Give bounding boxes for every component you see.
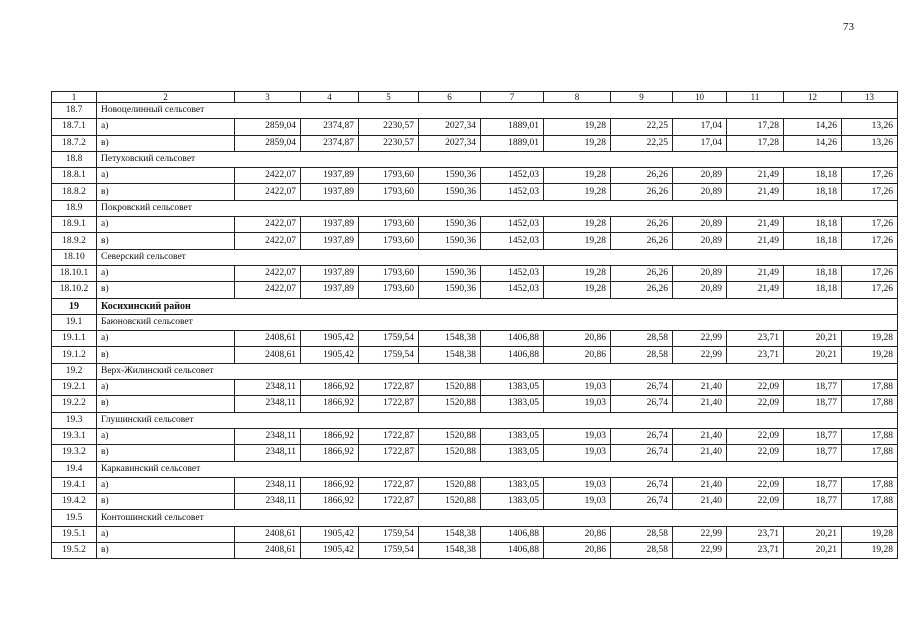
value-cell: 1452,03 <box>481 233 544 249</box>
value-cell: 2859,04 <box>235 135 301 151</box>
value-cell: 1866,92 <box>301 396 359 412</box>
value-cell: 1759,54 <box>359 347 419 363</box>
value-cell: 17,04 <box>673 135 727 151</box>
table-row <box>52 119 898 135</box>
row-code: 18.8.1 <box>52 168 97 184</box>
value-cell: 2422,07 <box>235 265 301 281</box>
table-row <box>52 217 898 233</box>
value-cell: 1793,60 <box>359 184 419 200</box>
value-cell: 2230,57 <box>359 135 419 151</box>
value-cell: 19,28 <box>544 119 611 135</box>
value-cell: 1937,89 <box>301 184 359 200</box>
value-cell: 19,03 <box>544 380 611 396</box>
value-cell: 14,26 <box>784 119 842 135</box>
value-cell: 1548,38 <box>419 331 481 347</box>
section-row <box>52 249 898 265</box>
section-name: Верх-Жилинский сельсовет <box>97 363 898 379</box>
value-cell: 19,28 <box>544 184 611 200</box>
value-cell: 2408,61 <box>235 331 301 347</box>
column-header: 12 <box>784 92 842 103</box>
row-label: в) <box>97 135 235 151</box>
value-cell: 1383,05 <box>481 428 544 444</box>
section-name: Петуховский сельсовет <box>97 151 898 167</box>
value-cell: 1590,36 <box>419 217 481 233</box>
value-cell: 17,28 <box>727 135 784 151</box>
value-cell: 20,86 <box>544 347 611 363</box>
value-cell: 1866,92 <box>301 445 359 461</box>
value-cell: 1793,60 <box>359 233 419 249</box>
table-row <box>52 347 898 363</box>
value-cell: 17,26 <box>842 184 898 200</box>
value-cell: 19,28 <box>544 282 611 298</box>
value-cell: 17,88 <box>842 494 898 510</box>
value-cell: 1866,92 <box>301 494 359 510</box>
value-cell: 20,86 <box>544 526 611 542</box>
value-cell: 20,86 <box>544 331 611 347</box>
row-code: 18.9 <box>52 200 97 216</box>
value-cell: 1905,42 <box>301 543 359 559</box>
value-cell: 1759,54 <box>359 526 419 542</box>
value-cell: 1452,03 <box>481 265 544 281</box>
section-row <box>52 510 898 526</box>
value-cell: 2422,07 <box>235 282 301 298</box>
column-header: 5 <box>359 92 419 103</box>
row-label: в) <box>97 543 235 559</box>
tariff-table <box>51 91 898 559</box>
table-row <box>52 233 898 249</box>
value-cell: 21,49 <box>727 184 784 200</box>
value-cell: 1889,01 <box>481 119 544 135</box>
value-cell: 22,09 <box>727 477 784 493</box>
value-cell: 2348,11 <box>235 477 301 493</box>
value-cell: 1937,89 <box>301 168 359 184</box>
column-header: 4 <box>301 92 359 103</box>
value-cell: 23,71 <box>727 543 784 559</box>
row-code: 18.7.1 <box>52 119 97 135</box>
row-code: 18.7.2 <box>52 135 97 151</box>
value-cell: 1793,60 <box>359 168 419 184</box>
value-cell: 20,21 <box>784 331 842 347</box>
value-cell: 1520,88 <box>419 396 481 412</box>
value-cell: 21,40 <box>673 494 727 510</box>
value-cell: 19,28 <box>842 543 898 559</box>
column-header: 6 <box>419 92 481 103</box>
value-cell: 1406,88 <box>481 526 544 542</box>
value-cell: 2348,11 <box>235 380 301 396</box>
section-name: Контошинский сельсовет <box>97 510 898 526</box>
row-code: 19.5.1 <box>52 526 97 542</box>
value-cell: 2348,11 <box>235 396 301 412</box>
row-label: а) <box>97 119 235 135</box>
value-cell: 2348,11 <box>235 494 301 510</box>
value-cell: 1759,54 <box>359 543 419 559</box>
table-row <box>52 494 898 510</box>
value-cell: 20,89 <box>673 233 727 249</box>
section-row <box>52 314 898 330</box>
value-cell: 1548,38 <box>419 526 481 542</box>
value-cell: 19,03 <box>544 396 611 412</box>
value-cell: 1520,88 <box>419 477 481 493</box>
row-code: 18.9.1 <box>52 217 97 233</box>
value-cell: 20,21 <box>784 347 842 363</box>
value-cell: 18,18 <box>784 217 842 233</box>
table-row <box>52 282 898 298</box>
row-code: 19.4.2 <box>52 494 97 510</box>
value-cell: 17,28 <box>727 119 784 135</box>
value-cell: 1905,42 <box>301 331 359 347</box>
row-label: в) <box>97 233 235 249</box>
value-cell: 14,26 <box>784 135 842 151</box>
value-cell: 1383,05 <box>481 396 544 412</box>
value-cell: 26,74 <box>611 396 673 412</box>
value-cell: 28,58 <box>611 331 673 347</box>
row-label: в) <box>97 184 235 200</box>
value-cell: 2027,34 <box>419 135 481 151</box>
value-cell: 1937,89 <box>301 233 359 249</box>
row-code: 19 <box>52 298 97 314</box>
section-name: Покровский сельсовет <box>97 200 898 216</box>
value-cell: 28,58 <box>611 526 673 542</box>
page-number: 73 <box>843 21 854 33</box>
value-cell: 17,26 <box>842 217 898 233</box>
value-cell: 1866,92 <box>301 380 359 396</box>
column-header: 11 <box>727 92 784 103</box>
value-cell: 2348,11 <box>235 445 301 461</box>
value-cell: 22,09 <box>727 494 784 510</box>
district-row <box>52 298 898 314</box>
value-cell: 17,26 <box>842 282 898 298</box>
value-cell: 2422,07 <box>235 233 301 249</box>
table-row <box>52 396 898 412</box>
value-cell: 19,03 <box>544 428 611 444</box>
value-cell: 1905,42 <box>301 526 359 542</box>
value-cell: 22,09 <box>727 396 784 412</box>
value-cell: 19,28 <box>544 135 611 151</box>
value-cell: 22,09 <box>727 428 784 444</box>
value-cell: 18,18 <box>784 265 842 281</box>
value-cell: 26,26 <box>611 282 673 298</box>
value-cell: 1548,38 <box>419 347 481 363</box>
value-cell: 19,28 <box>544 265 611 281</box>
value-cell: 22,99 <box>673 331 727 347</box>
value-cell: 1722,87 <box>359 477 419 493</box>
value-cell: 19,28 <box>842 331 898 347</box>
section-name: Баюновский сельсовет <box>97 314 898 330</box>
value-cell: 22,99 <box>673 543 727 559</box>
row-code: 19.5 <box>52 510 97 526</box>
value-cell: 1383,05 <box>481 494 544 510</box>
value-cell: 19,28 <box>544 233 611 249</box>
value-cell: 26,26 <box>611 184 673 200</box>
value-cell: 20,89 <box>673 217 727 233</box>
value-cell: 19,03 <box>544 445 611 461</box>
value-cell: 2859,04 <box>235 119 301 135</box>
section-row <box>52 461 898 477</box>
value-cell: 19,28 <box>842 526 898 542</box>
section-row <box>52 412 898 428</box>
value-cell: 20,89 <box>673 265 727 281</box>
value-cell: 2374,87 <box>301 135 359 151</box>
header-row <box>52 92 898 103</box>
value-cell: 18,77 <box>784 396 842 412</box>
value-cell: 20,86 <box>544 543 611 559</box>
row-label: в) <box>97 347 235 363</box>
section-name: Глушинский сельсовет <box>97 412 898 428</box>
row-code: 18.10.1 <box>52 265 97 281</box>
row-code: 19.1.2 <box>52 347 97 363</box>
row-code: 19.2.1 <box>52 380 97 396</box>
table-row <box>52 380 898 396</box>
value-cell: 26,26 <box>611 168 673 184</box>
value-cell: 1722,87 <box>359 380 419 396</box>
row-label: в) <box>97 494 235 510</box>
value-cell: 2422,07 <box>235 184 301 200</box>
value-cell: 26,26 <box>611 233 673 249</box>
value-cell: 2408,61 <box>235 526 301 542</box>
row-label: а) <box>97 217 235 233</box>
value-cell: 18,77 <box>784 477 842 493</box>
value-cell: 1759,54 <box>359 331 419 347</box>
row-code: 19.5.2 <box>52 543 97 559</box>
table-row <box>52 526 898 542</box>
value-cell: 1383,05 <box>481 477 544 493</box>
row-label: а) <box>97 526 235 542</box>
column-header: 2 <box>97 92 235 103</box>
district-name: Косихинский район <box>97 298 898 314</box>
value-cell: 23,71 <box>727 526 784 542</box>
value-cell: 17,88 <box>842 396 898 412</box>
value-cell: 1866,92 <box>301 477 359 493</box>
value-cell: 1590,36 <box>419 168 481 184</box>
value-cell: 19,03 <box>544 477 611 493</box>
value-cell: 17,26 <box>842 168 898 184</box>
table-row <box>52 331 898 347</box>
value-cell: 23,71 <box>727 331 784 347</box>
row-code: 19.3 <box>52 412 97 428</box>
value-cell: 17,26 <box>842 233 898 249</box>
row-label: а) <box>97 168 235 184</box>
row-code: 19.3.2 <box>52 445 97 461</box>
value-cell: 1548,38 <box>419 543 481 559</box>
value-cell: 1866,92 <box>301 428 359 444</box>
section-row <box>52 103 898 119</box>
value-cell: 28,58 <box>611 347 673 363</box>
value-cell: 2348,11 <box>235 428 301 444</box>
value-cell: 1793,60 <box>359 217 419 233</box>
row-code: 19.4 <box>52 461 97 477</box>
value-cell: 13,26 <box>842 119 898 135</box>
value-cell: 22,09 <box>727 380 784 396</box>
value-cell: 1520,88 <box>419 428 481 444</box>
section-name: Каркавинский сельсовет <box>97 461 898 477</box>
table-row <box>52 265 898 281</box>
value-cell: 1793,60 <box>359 282 419 298</box>
column-header: 7 <box>481 92 544 103</box>
row-code: 18.8.2 <box>52 184 97 200</box>
value-cell: 19,03 <box>544 494 611 510</box>
value-cell: 1722,87 <box>359 396 419 412</box>
value-cell: 1905,42 <box>301 347 359 363</box>
value-cell: 1793,60 <box>359 265 419 281</box>
value-cell: 17,88 <box>842 477 898 493</box>
value-cell: 2408,61 <box>235 347 301 363</box>
value-cell: 1452,03 <box>481 168 544 184</box>
row-label: а) <box>97 331 235 347</box>
value-cell: 17,88 <box>842 445 898 461</box>
value-cell: 18,18 <box>784 168 842 184</box>
column-header: 1 <box>52 92 97 103</box>
value-cell: 2027,34 <box>419 119 481 135</box>
table-row <box>52 184 898 200</box>
value-cell: 1889,01 <box>481 135 544 151</box>
row-label: а) <box>97 477 235 493</box>
value-cell: 18,77 <box>784 380 842 396</box>
value-cell: 22,25 <box>611 135 673 151</box>
value-cell: 18,77 <box>784 494 842 510</box>
value-cell: 26,74 <box>611 445 673 461</box>
section-row <box>52 200 898 216</box>
value-cell: 1406,88 <box>481 347 544 363</box>
value-cell: 1383,05 <box>481 445 544 461</box>
value-cell: 18,77 <box>784 445 842 461</box>
value-cell: 22,99 <box>673 347 727 363</box>
value-cell: 19,28 <box>842 347 898 363</box>
row-code: 18.10 <box>52 249 97 265</box>
value-cell: 18,18 <box>784 184 842 200</box>
value-cell: 19,28 <box>544 168 611 184</box>
value-cell: 1406,88 <box>481 331 544 347</box>
value-cell: 1383,05 <box>481 380 544 396</box>
row-label: а) <box>97 265 235 281</box>
value-cell: 26,26 <box>611 217 673 233</box>
value-cell: 1590,36 <box>419 282 481 298</box>
value-cell: 23,71 <box>727 347 784 363</box>
value-cell: 1722,87 <box>359 428 419 444</box>
column-header: 8 <box>544 92 611 103</box>
value-cell: 22,99 <box>673 526 727 542</box>
section-row <box>52 151 898 167</box>
value-cell: 1406,88 <box>481 543 544 559</box>
value-cell: 1452,03 <box>481 217 544 233</box>
row-label: в) <box>97 445 235 461</box>
value-cell: 20,89 <box>673 168 727 184</box>
column-header: 10 <box>673 92 727 103</box>
value-cell: 1452,03 <box>481 282 544 298</box>
row-code: 19.1.1 <box>52 331 97 347</box>
value-cell: 1590,36 <box>419 184 481 200</box>
section-name: Северский сельсовет <box>97 249 898 265</box>
value-cell: 21,49 <box>727 233 784 249</box>
value-cell: 21,40 <box>673 445 727 461</box>
value-cell: 21,49 <box>727 265 784 281</box>
value-cell: 1590,36 <box>419 265 481 281</box>
row-code: 18.7 <box>52 103 97 119</box>
row-code: 18.9.2 <box>52 233 97 249</box>
value-cell: 26,74 <box>611 428 673 444</box>
row-code: 18.8 <box>52 151 97 167</box>
value-cell: 26,74 <box>611 380 673 396</box>
value-cell: 1520,88 <box>419 494 481 510</box>
value-cell: 1722,87 <box>359 445 419 461</box>
table-row <box>52 428 898 444</box>
row-label: в) <box>97 282 235 298</box>
value-cell: 26,74 <box>611 494 673 510</box>
value-cell: 1452,03 <box>481 184 544 200</box>
row-code: 19.2.2 <box>52 396 97 412</box>
value-cell: 21,40 <box>673 428 727 444</box>
value-cell: 1937,89 <box>301 265 359 281</box>
table-row <box>52 477 898 493</box>
row-label: а) <box>97 428 235 444</box>
row-code: 19.1 <box>52 314 97 330</box>
value-cell: 21,40 <box>673 380 727 396</box>
value-cell: 21,40 <box>673 396 727 412</box>
section-name: Новоцелинный сельсовет <box>97 103 898 119</box>
column-header: 9 <box>611 92 673 103</box>
table-row <box>52 168 898 184</box>
value-cell: 2408,61 <box>235 543 301 559</box>
table-body <box>52 92 898 559</box>
value-cell: 21,49 <box>727 282 784 298</box>
value-cell: 1520,88 <box>419 445 481 461</box>
column-header: 3 <box>235 92 301 103</box>
value-cell: 1520,88 <box>419 380 481 396</box>
value-cell: 17,04 <box>673 119 727 135</box>
section-row <box>52 363 898 379</box>
value-cell: 21,49 <box>727 168 784 184</box>
value-cell: 1937,89 <box>301 217 359 233</box>
row-label: в) <box>97 396 235 412</box>
table-row <box>52 135 898 151</box>
value-cell: 26,26 <box>611 265 673 281</box>
value-cell: 26,74 <box>611 477 673 493</box>
table-row <box>52 445 898 461</box>
value-cell: 2230,57 <box>359 119 419 135</box>
value-cell: 20,21 <box>784 543 842 559</box>
value-cell: 1722,87 <box>359 494 419 510</box>
row-label: а) <box>97 380 235 396</box>
value-cell: 22,25 <box>611 119 673 135</box>
value-cell: 2422,07 <box>235 217 301 233</box>
value-cell: 22,09 <box>727 445 784 461</box>
value-cell: 28,58 <box>611 543 673 559</box>
value-cell: 17,88 <box>842 380 898 396</box>
value-cell: 18,18 <box>784 233 842 249</box>
value-cell: 17,26 <box>842 265 898 281</box>
value-cell: 18,77 <box>784 428 842 444</box>
row-code: 19.2 <box>52 363 97 379</box>
table-row <box>52 543 898 559</box>
value-cell: 2422,07 <box>235 168 301 184</box>
row-code: 19.4.1 <box>52 477 97 493</box>
value-cell: 2374,87 <box>301 119 359 135</box>
value-cell: 20,89 <box>673 184 727 200</box>
column-header: 13 <box>842 92 898 103</box>
value-cell: 18,18 <box>784 282 842 298</box>
value-cell: 20,21 <box>784 526 842 542</box>
value-cell: 19,28 <box>544 217 611 233</box>
value-cell: 1590,36 <box>419 233 481 249</box>
value-cell: 1937,89 <box>301 282 359 298</box>
value-cell: 17,88 <box>842 428 898 444</box>
value-cell: 20,89 <box>673 282 727 298</box>
value-cell: 21,40 <box>673 477 727 493</box>
value-cell: 13,26 <box>842 135 898 151</box>
row-code: 19.3.1 <box>52 428 97 444</box>
value-cell: 21,49 <box>727 217 784 233</box>
row-code: 18.10.2 <box>52 282 97 298</box>
